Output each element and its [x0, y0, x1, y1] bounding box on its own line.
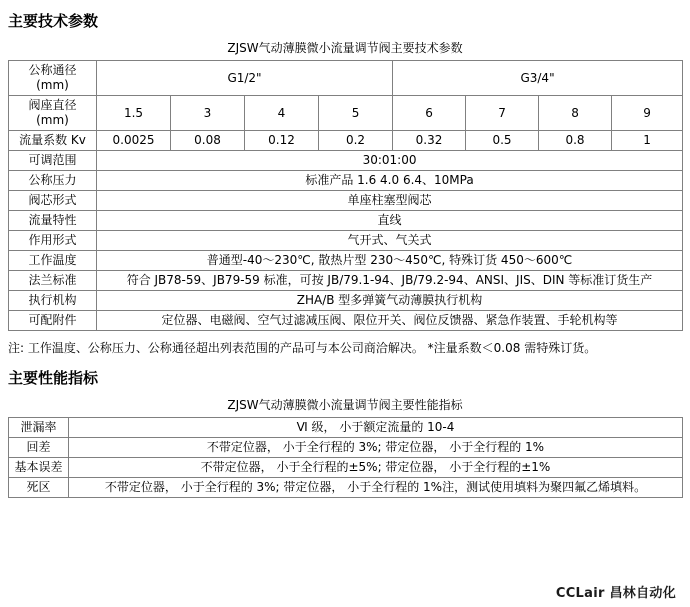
kv-cell: 0.5	[466, 131, 539, 151]
leakage-value: Ⅵ 级， 小于额定流量的 10-4	[69, 418, 683, 438]
table-row	[9, 211, 683, 231]
seat-diameter-unit-text: (mm)	[36, 113, 69, 127]
action-value: 气开式、气关式	[97, 231, 683, 251]
basic-error-value: 不带定位器， 小于全行程的±5%; 带定位器， 小于全行程的±1%	[69, 458, 683, 478]
seat-diameter-cell: 9	[612, 96, 683, 131]
table-row	[9, 96, 683, 131]
nominal-diameter-unit-text: (mm)	[36, 78, 69, 92]
kv-cell: 0.0025	[97, 131, 171, 151]
plug-label: 阀芯形式	[9, 191, 97, 211]
table-row	[9, 191, 683, 211]
kv-cell: 0.8	[539, 131, 612, 151]
document-page	[0, 10, 690, 607]
kv-cell: 0.32	[393, 131, 466, 151]
plug-value: 单座柱塞型阀芯	[97, 191, 683, 211]
table-row	[9, 271, 683, 291]
seat-diameter-cell: 1.5	[97, 96, 171, 131]
seat-diameter-cell: 3	[171, 96, 245, 131]
page-title-tech: 主要技术参数	[8, 12, 99, 30]
perf-spec-table	[8, 417, 683, 498]
actuator-value: ZHA/B 型多弹簧气动薄膜执行机构	[97, 291, 683, 311]
table-row	[9, 231, 683, 251]
seat-diameter-cell: 4	[245, 96, 319, 131]
table-row	[9, 438, 683, 458]
flange-value: 符合 JB78-59、JB79-59 标准，可按 JB/79.1-94、JB/79.2-94、ANSI、JIS、DIN 等标准订货生产	[97, 271, 683, 291]
actuator-label: 执行机构	[9, 291, 97, 311]
table-row	[9, 171, 683, 191]
leakage-label: 泄漏率	[9, 418, 69, 438]
table-row	[9, 418, 683, 438]
flow-char-label: 流量特性	[9, 211, 97, 231]
flange-label: 法兰标准	[9, 271, 97, 291]
kv-cell: 0.12	[245, 131, 319, 151]
seat-diameter-label-text: 阀座直径	[28, 98, 77, 112]
nominal-diameter-label-text: 公称通径	[28, 63, 77, 77]
seat-diameter-cell: 6	[393, 96, 466, 131]
basic-error-label: 基本误差	[9, 458, 69, 478]
table-row	[9, 131, 683, 151]
rangeability-value: 30:01:00	[97, 151, 683, 171]
nominal-diameter-label	[9, 61, 97, 96]
kv-cell: 1	[612, 131, 683, 151]
pressure-value: 标准产品 1.6 4.0 6.4、10MPa	[97, 171, 683, 191]
accessory-label: 可配附件	[9, 311, 97, 331]
pressure-label: 公称压力	[9, 171, 97, 191]
seat-diameter-cell: 5	[319, 96, 393, 131]
table-row	[9, 151, 683, 171]
temp-label: 工作温度	[9, 251, 97, 271]
hysteresis-label: 回差	[9, 438, 69, 458]
hysteresis-value: 不带定位器， 小于全行程的 3%; 带定位器， 小于全行程的 1%	[69, 438, 683, 458]
tech-spec-table	[8, 60, 683, 331]
table-row	[9, 251, 683, 271]
seat-diameter-cell: 8	[539, 96, 612, 131]
seat-diameter-cell: 7	[466, 96, 539, 131]
table-row	[9, 61, 683, 96]
table-row	[9, 291, 683, 311]
accessory-value: 定位器、电磁阀、空气过滤减压阀、限位开关、阀位反馈器、紧急作装置、手轮机构等	[97, 311, 683, 331]
rangeability-label: 可调范围	[9, 151, 97, 171]
nominal-diameter-value-2: G3/4"	[393, 61, 683, 96]
table-row	[9, 478, 683, 498]
table-row	[9, 311, 683, 331]
brand-watermark: CCLair 昌林自动化	[555, 586, 676, 601]
deadband-value: 不带定位器， 小于全行程的 3%; 带定位器， 小于全行程的 1%注，测试使用填料为聚四氟乙烯填料。	[69, 478, 683, 498]
kv-cell: 0.08	[171, 131, 245, 151]
table-row	[9, 458, 683, 478]
kv-cell: 0.2	[319, 131, 393, 151]
action-label: 作用形式	[9, 231, 97, 251]
page-title-perf: 主要性能指标	[8, 369, 99, 387]
kv-label: 流量系数 Kv	[9, 131, 97, 151]
deadband-label: 死区	[9, 478, 69, 498]
temp-value: 普通型-40～230℃, 散热片型 230～450℃, 特殊订货 450～600℃	[97, 251, 683, 271]
tech-table-caption: ZJSW气动薄膜微小流量调节阀主要技术参数	[227, 41, 463, 55]
flow-char-value: 直线	[97, 211, 683, 231]
nominal-diameter-value-1: G1/2"	[97, 61, 393, 96]
tech-note: 注: 工作温度、公称压力、公称通径超出列表范围的产品可与本公司商洽解决。 *注量系数＜0.08 需特殊订货。	[8, 341, 597, 355]
perf-table-caption: ZJSW气动薄膜微小流量调节阀主要性能指标	[227, 398, 463, 412]
seat-diameter-label	[9, 96, 97, 131]
